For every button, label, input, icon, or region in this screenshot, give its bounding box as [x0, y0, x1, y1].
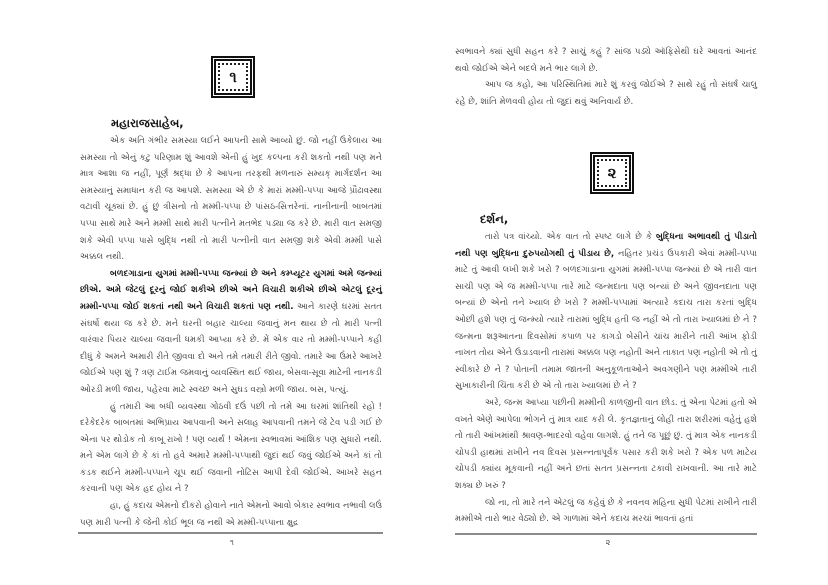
- paragraph: સ્વભાવને ક્યાં સુધી સહન કરે ? સાચું કહું ? સાંજ પડ્યે ઑફિસેથી ઘરે આવતાં આનંદ થવો જોઈએ એને બદલે મને ભાર લાગે છે.: [455, 47, 757, 74]
- page-number: ૧: [230, 538, 234, 547]
- page-number: ૨: [605, 538, 611, 547]
- letter-body: [80, 133, 382, 531]
- paragraph: તારો પત્ર વાંચ્યો. એક વાત તો સ્પષ્ટ લાગે છે કે બુદ્ધિના અભાવથી તું પીડાતો નથી પણ બુદ્ધિના દુરુપયોગથી તું પીડાય છે, નહિતર પ્રચંડ ઉપકારી એવાં મમ્મી-પપ્પા માટે તું આવી લખી શકે ખરો ? બળદગાડાના યુગમાં મમ્મી-પપ્પા જન્મ્યાં છે એ તારી વાત સાચી પણ એ જ મમ્મી-પપ્પા તારે માટે જન્મદાતા પણ બન્યાં છે અને જીવનદાતા પણ બન્યાં છે એનો તને ખ્યાલ છે ખરો ? મમ્મી-પપ્પામાં અત્યારે કદાચ તારા કરતાં બુદ્ધિ ઓછી હશે પણ તું જન્મ્યો ત્યારે તારામાં બુદ્ધિ હતી જ નહીં એ તો તારા ખ્યાલમાં છે ને ? જન્મના શરૂઆતના દિવસોમાં કપાળ પર કાગડો બેસીને ચાંચ મારીને તારી આંખ ફોડી નાખત તોય એને ઉડાડવાની તારામાં અક્કલ પણ નહોતી અને તાકાત પણ નહોતી એ તો તું સ્વીકારે છે ને ? પોતાની તમામ જાતની અનુકૂળતાઓને અવગણીને પણ મમ્મીએ તારી સુખાકારીની ચિંતા કરી છે એ તો તારા ખ્યાલમાં છે ને ?: [455, 232, 758, 392]
- left-page: [80, 0, 382, 585]
- chapter-ornament-box: [590, 152, 634, 194]
- paragraph: આપ જ કહો, આ પરિસ્થિતિમાં મારે શું કરવું જોઈએ ? સાથે રહું તો સંઘર્ષ ચાલુ રહે છે, શાંતિ મેળવવી હોય તો જુદાં થવું અનિવાર્ય છે.: [455, 80, 757, 107]
- paragraph: એક અતિ ગંભીર સમસ્યા લઈને આપની સામે આવ્યો છું. જો નહીં ઉકેલાય આ સમસ્યા તો એનું કટુ પરિણામ શું આવશે એની હું ખુદ કલ્પના કરી શકતો નથી પણ મને માત્ર આશા જ નહીં, પૂર્ણ શ્રદ્ધા છે કે આપના તરફથી મળનારું સમ્યક્ માર્ગદર્શન આ સમસ્યાનું સમાધાન કરી જ આપશે. સમસ્યા એ છે કે મારાં મમ્મી-પપ્પા આજે પ્રૌઢાવસ્થા વટાવી ચૂક્યાં છે. હું છું ત્રીસનો તો મમ્મી-પપ્પા છે પાંસઠ-સિત્તરેનાં. નાનીનાની બાબતમાં પપ્પા સાથે મારે અને મમ્મી સાથે મારી પત્નીને મતભેદ પડ્યા જ કરે છે. મારી વાત સમજી શકે એવી પપ્પા પાસે બુદ્ધિ નથી તો મારી પત્નીની વાત સમજી શકે એવી મમ્મી પાસે અક્કલ નથી.: [80, 136, 382, 263]
- footer-rule: [78, 532, 383, 534]
- paragraph: બળદગાડાના યુગમાં મમ્મી-પપ્પા જન્મ્યાં છે અને કમ્પ્યૂટર યુગમાં અમે જન્મ્યાં છીએ. અમે જેટલું દૂરનું જોઈ શકીએ છીએ અને વિચારી શકીએ છીએ એટલું દૂરનું મમ્મી-પપ્પા જોઈ શકતાં નથી અને વિચારી શકતાં પણ નથી. આને કારણે ઘરમાં સતત સંઘર્ષો થયા જ કરે છે. મને ઘરની બહાર ચાલ્યા જવાનું મન થાય છે તો મારી પત્ની વારંવાર પિયર ચાલ્યા જવાની ધમકી આપ્યા કરે છે. મેં એક વાર તો મમ્મી-પપ્પાને કહી દીધું કે અમને અમારી રીતે જીવવા દો અને તમે તમારી રીતે જીવો. તમારે આ ઉંમરે આખરે જોઈએ પણ શું ? ત્રણ ટાઈમ જમવાનું વ્યવસ્થિત થઈ જાય, બેસવા-સૂવા માટેની નાનકડી ઓરડી મળી જાય, પહેરવા માટે સ્વચ્છ અને સુઘડ વસ્ત્રો મળી જાય. બસ, પત્યું.: [80, 268, 382, 395]
- salutation: દર્શન,: [480, 212, 509, 226]
- paragraph: હું તમારી આ બધી વ્યવસ્થા ગોઠવી દઉં પછી તો તમે આ ઘરમાં શાંતિથી રહો ! દરેકેદરેક બાબતમાં અભિપ્રાય આપવાની અને સલાહ આપવાની તમને જે ટેવ પડી ગઈ છે એના પર થોડોક તો કાબૂ રાખો ! પણ વ્યર્થ ! એમના સ્વભાવમાં આંશિક પણ સુધારો નથી. મને એમ લાગે છે કે કાં તો હવે અમારે મમ્મી-પપ્પાથી જુદાં થઈ જવું જોઈએ અને કાં તો કડક થઈને મમ્મી-પપ્પાને ચૂપ થઈ જવાની નોટિસ આપી દેવી જોઈએ. આખરે સહન કરવાની પણ એક હદ હોય ને ?: [80, 401, 382, 495]
- continued-text: [455, 44, 757, 110]
- chapter-ornament-box: [211, 56, 255, 98]
- salutation: મહારાજસાહેબ,: [111, 116, 184, 130]
- bold-text: બળદગાડાના યુગમાં મમ્મી-પપ્પા જન્મ્યાં છે અને કમ્પ્યૂટર યુગમાં અમે જન્મ્યાં છીએ. અમે જેટલું દૂરનું જોઈ શકીએ છીએ અને વિચારી શકીએ છીએ એટલું દૂરનું મમ્મી-પપ્પા જોઈ શકતાં નથી અને વિચારી શકતાં પણ નથી.: [80, 268, 382, 312]
- footer-rule: [455, 533, 757, 535]
- right-page: [455, 0, 757, 585]
- bold-text: બુદ્ધિના અભાવથી તું પીડાતો નથી પણ બુદ્ધિના દુરુપયોગથી તું પીડાય છે,: [455, 232, 758, 259]
- paragraph: જો ના, તો મારે તને એટલું જ કહેવું છે કે નવનવ મહિના સુધી પેટમાં રાખીને તારી મમ્મીએ તારો ભાર વેઠ્યો છે. એ ગાળામાં એને કદાચ મરચાં ભાવતાં હતાં: [455, 497, 757, 525]
- letter-body: [455, 229, 757, 528]
- paragraph: અરે, જન્મ આપ્યા પછીની મમ્મીની કાળજીની વાત છોડ. તું એના પેટમાં હતો એ વખતે એણે આપેલા ભોગને તું માત્ર યાદ કરી લે. કૃતજ્ઞતાનું લોહી તારા શરીરમાં વહેતું હશે તો તારી આંખમાંથી શ્રાવણ-ભાદરવો વહેવા લાગશે. હું તને જ પૂછું છું. તું માત્ર એક નાનકડી ચોપડી હાથમાં રાખીને નવ દિવસ પ્રસન્નતાપૂર્વક પસાર કરી શકે ખરો ? એક પળ માટેય ચોપડી ક્યાંય મૂકવાની નહીં અને છતાં સતત પ્રસન્નતા ટકાવી રાખવાની. આ તારે માટે શક્ય છે ખરું ?: [455, 397, 757, 491]
- chapter-number: ૧: [229, 68, 237, 86]
- chapter-number: ૨: [607, 164, 617, 182]
- paragraph: હા, હું કદાચ એમનો દીકરો હોવાને નાતે એમનો આવો બેકાર સ્વભાવ નભાવી લઉં પણ મારી પત્ની કે જેની કોઈ ભૂલ જ નથી એ મમ્મી-પપ્પાના ક્ષુદ્ર: [80, 501, 382, 528]
